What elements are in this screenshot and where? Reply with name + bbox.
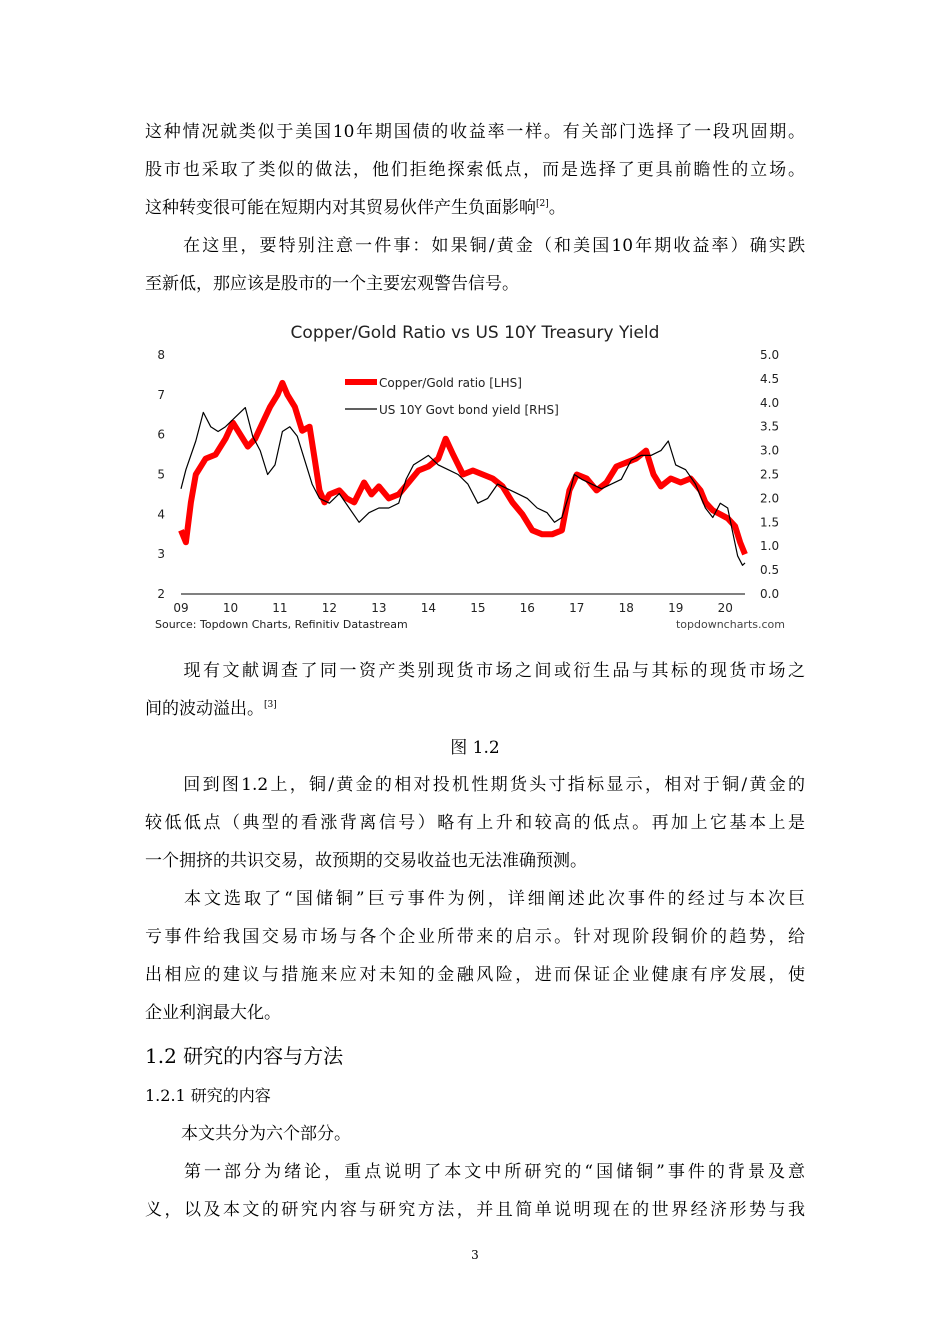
text-line: 义，以及本文的研究内容与研究方法，并且简单说明现在的世界经济形势与我 (145, 1200, 805, 1220)
y-right-tick-label: 4.5 (760, 371, 780, 386)
chart-watermark: topdowncharts.com (675, 618, 785, 631)
figure-caption: 图 1.2 (450, 738, 500, 758)
left-axis-ticks (157, 348, 165, 601)
x-tick-label: 11 (272, 601, 288, 615)
text-line: 股市也采取了类似的做法，他们拒绝探索低点，而是选择了更具前瞻性的立场。 (145, 160, 805, 180)
text-line: 至新低，那应该是股市的一个主要宏观警告信号。 (145, 274, 519, 294)
page-number: 3 (471, 1248, 479, 1262)
y-left-tick-label: 6 (157, 427, 165, 442)
paragraph-1 (145, 113, 805, 227)
text-line: 一个拥挤的共识交易，故预期的交易收益也无法准确预测。 (145, 851, 587, 871)
y-right-tick-label: 4.0 (760, 395, 780, 410)
paragraph-4 (145, 766, 805, 880)
section-heading: 1.2 研究的内容与方法 (145, 1044, 344, 1068)
y-left-tick-label: 5 (157, 467, 165, 482)
text-line: 这种转变很可能在短期内对其贸易伙伴产生负面影响[2]。 (145, 198, 566, 218)
paragraph-2 (145, 227, 805, 303)
text-line: 企业利润最大化。 (145, 1003, 281, 1023)
text-line: 间的波动溢出。[3] (145, 699, 277, 719)
y-right-tick-label: 0.5 (760, 563, 780, 578)
legend-label-yield: US 10Y Govt bond yield [RHS] (379, 403, 559, 417)
y-left-tick-label: 7 (157, 387, 165, 402)
x-tick-label: 19 (668, 601, 684, 615)
subsection-heading: 1.2.1 研究的内容 (145, 1086, 271, 1105)
x-tick-label: 15 (470, 601, 486, 615)
y-right-tick-label: 3.0 (760, 443, 780, 458)
text-line: 这种情况就类似于美国10年期国债的收益率一样。有关部门选择了一段巩固期。 (145, 122, 805, 142)
y-right-tick-label: 0.0 (760, 587, 780, 601)
y-right-tick-label: 5.0 (760, 348, 780, 362)
paragraph-3 (145, 652, 805, 728)
y-left-tick-label: 8 (157, 348, 165, 362)
x-tick-label: 12 (321, 601, 338, 615)
chart-source: Source: Topdown Charts, Refinitiv Datastream (155, 618, 408, 631)
text-line: 在这里，要特别注意一件事：如果铜/黄金（和美国10年期收益率）确实跌 (181, 236, 805, 256)
y-right-tick-label: 2.5 (760, 467, 780, 482)
x-axis-ticks (173, 601, 732, 615)
x-tick-label: 17 (569, 601, 585, 615)
paragraph-7 (145, 1153, 805, 1229)
text-line: 现有文献调查了同一资产类别现货市场之间或衍生品与其标的现货市场之 (181, 661, 805, 681)
text-line: 亏事件给我国交易市场与各个企业所带来的启示。针对现阶段铜价的趋势，给 (145, 927, 805, 947)
x-tick-label: 16 (519, 601, 535, 615)
citation-ref: [3] (264, 700, 277, 710)
x-tick-label: 18 (618, 601, 634, 615)
legend (345, 376, 559, 417)
chart-title: Copper/Gold Ratio vs US 10Y Treasury Yield (290, 323, 660, 343)
x-tick-label: 14 (420, 601, 437, 615)
y-left-tick-label: 4 (157, 507, 165, 522)
y-left-tick-label: 3 (157, 547, 165, 562)
y-right-tick-label: 3.5 (760, 419, 780, 434)
x-tick-label: 13 (371, 601, 387, 615)
text-line: 第一部分为绪论，重点说明了本文中所研究的“国储铜”事件的背景及意 (181, 1162, 805, 1182)
text-line: 回到图1.2上，铜/黄金的相对投机性期货头寸指标显示，相对于铜/黄金的 (181, 775, 805, 795)
chart-figure (145, 315, 805, 635)
text-line: 较低低点（典型的看涨背离信号）略有上升和较高的低点。再加上它基本上是 (145, 813, 805, 833)
right-axis-ticks (760, 348, 779, 601)
y-right-tick-label: 2.0 (760, 491, 780, 506)
text-line: 本文选取了“国储铜”巨亏事件为例，详细阐述此次事件的经过与本次巨 (181, 889, 805, 909)
citation-ref: [2] (536, 199, 549, 209)
y-right-tick-label: 1.5 (760, 515, 780, 530)
line-chart (145, 315, 805, 635)
x-tick-label: 10 (222, 601, 239, 615)
y-left-tick-label: 2 (157, 587, 165, 601)
x-tick-label: 09 (173, 601, 189, 615)
x-tick-label: 20 (717, 601, 733, 615)
text-line: 本文共分为六个部分。 (181, 1124, 351, 1144)
paragraph-6 (145, 1115, 805, 1153)
y-right-tick-label: 1.0 (760, 539, 780, 554)
paragraph-5 (145, 880, 805, 1032)
legend-label-copper: Copper/Gold ratio [LHS] (379, 376, 522, 390)
text-line: 出相应的建议与措施来应对未知的金融风险，进而保证企业健康有序发展，使 (145, 965, 805, 985)
